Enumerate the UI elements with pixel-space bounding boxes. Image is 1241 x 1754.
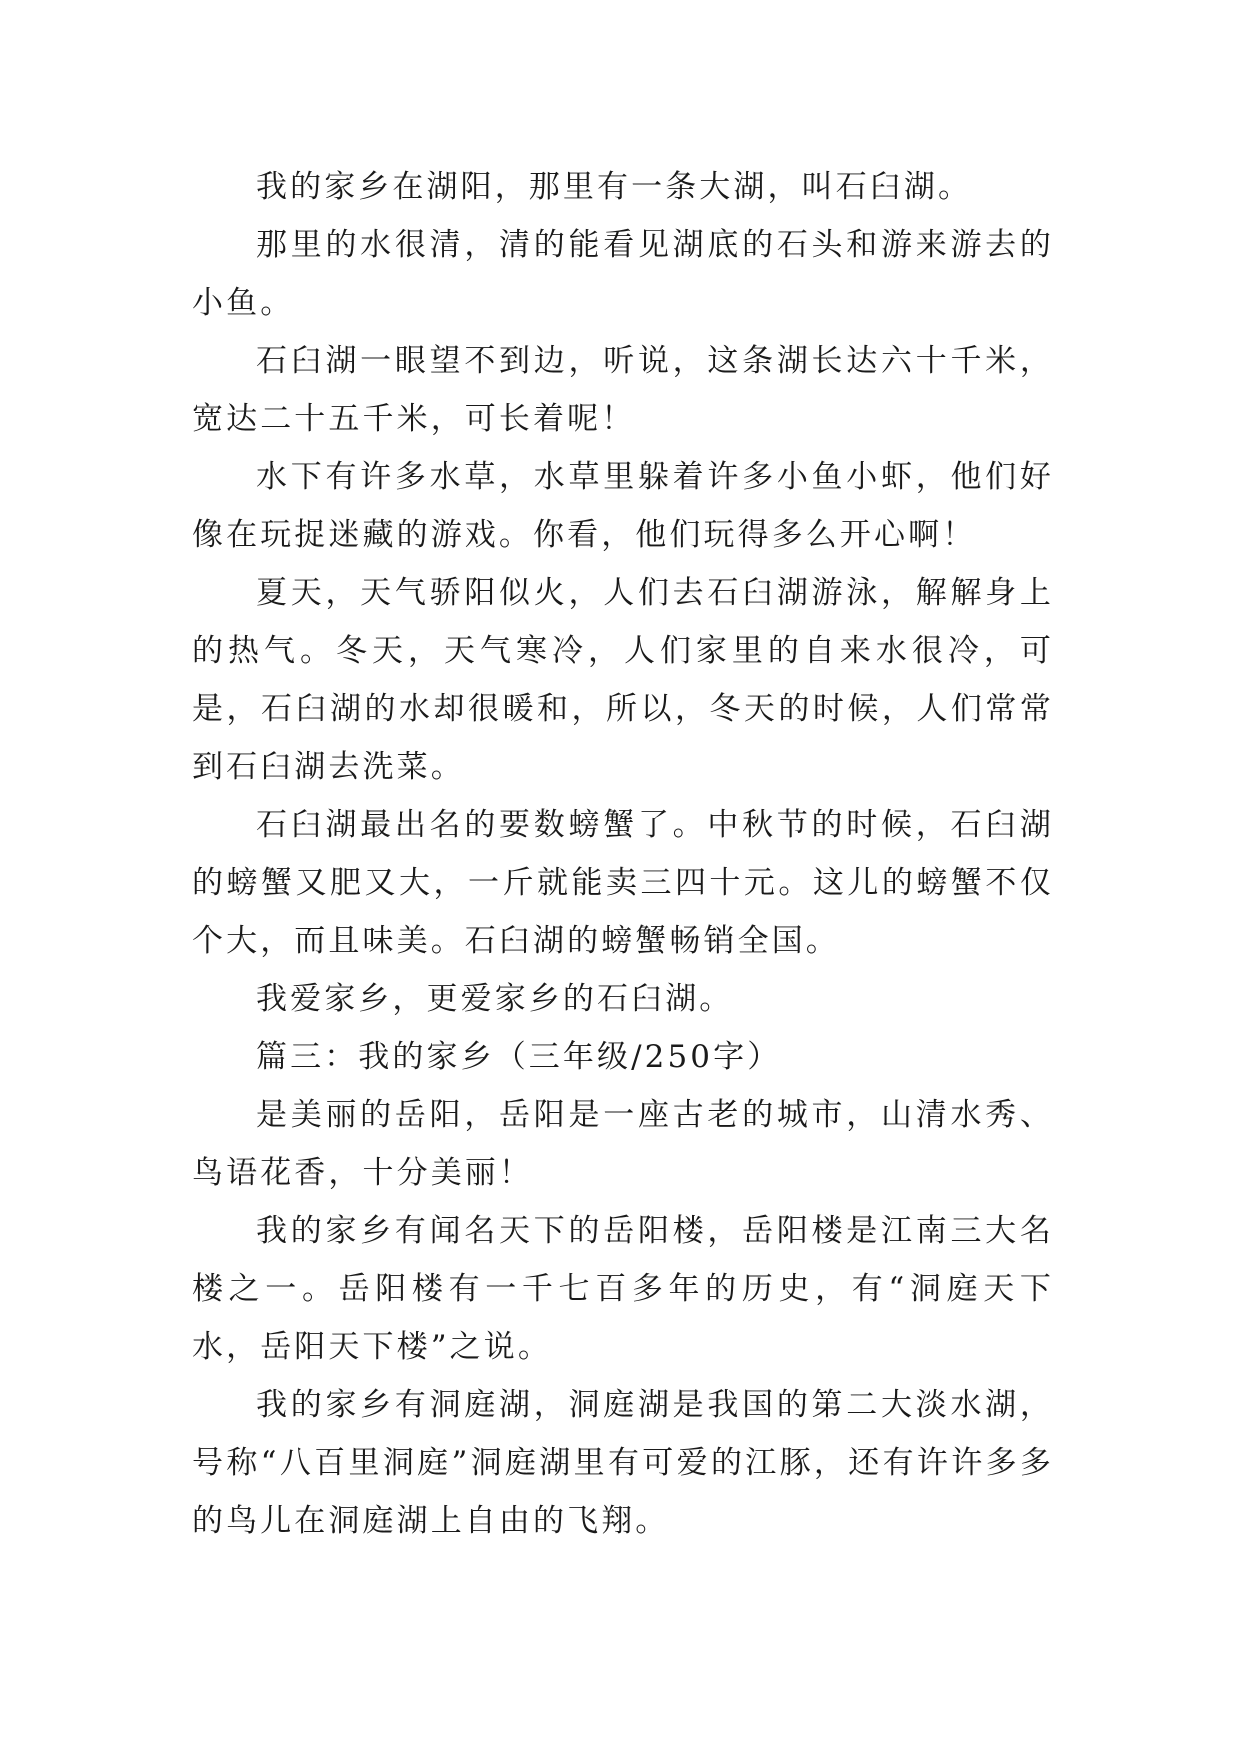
paragraph-7: 我爱家乡，更爱家乡的石臼湖。 — [256, 981, 734, 1017]
paragraph-1: 我的家乡在湖阳，那里有一条大湖，叫石臼湖。 — [256, 169, 973, 205]
section-heading: 篇三：我的家乡（三年级/250字） — [256, 1039, 782, 1075]
paragraph-2: 那里的水很清，清的能看见湖底的石头和游来游去的小鱼。 — [192, 227, 1054, 321]
paragraph-4: 水下有许多水草，水草里躲着许多小鱼小虾，他们好像在玩捉迷藏的游戏。你看，他们玩得多么开心啊！ — [192, 459, 1054, 553]
paragraph-3: 石臼湖一眼望不到边，听说，这条湖长达六十千米，宽达二十五千米，可长着呢！ — [192, 343, 1054, 437]
document-body — [192, 158, 1054, 1550]
paragraph-11: 我的家乡有洞庭湖，洞庭湖是我国的第二大淡水湖，号称“八百里洞庭”洞庭湖里有可爱的江豚，还有许许多多的鸟儿在洞庭湖上自由的飞翔。 — [192, 1387, 1054, 1539]
paragraph-9: 是美丽的岳阳，岳阳是一座古老的城市，山清水秀、鸟语花香，十分美丽！ — [192, 1097, 1054, 1191]
paragraph-6: 石臼湖最出名的要数螃蟹了。中秋节的时候，石臼湖的螃蟹又肥又大，一斤就能卖三四十元。这儿的螃蟹不仅个大，而且味美。石臼湖的螃蟹畅销全国。 — [192, 807, 1054, 959]
paragraph-10: 我的家乡有闻名天下的岳阳楼，岳阳楼是江南三大名楼之一。岳阳楼有一千七百多年的历史，有“洞庭天下水，岳阳天下楼”之说。 — [192, 1213, 1054, 1365]
paragraph-5: 夏天，天气骄阳似火，人们去石臼湖游泳，解解身上的热气。冬天，天气寒冷，人们家里的自来水很冷，可是，石臼湖的水却很暖和，所以，冬天的时候，人们常常到石臼湖去洗菜。 — [192, 575, 1054, 785]
